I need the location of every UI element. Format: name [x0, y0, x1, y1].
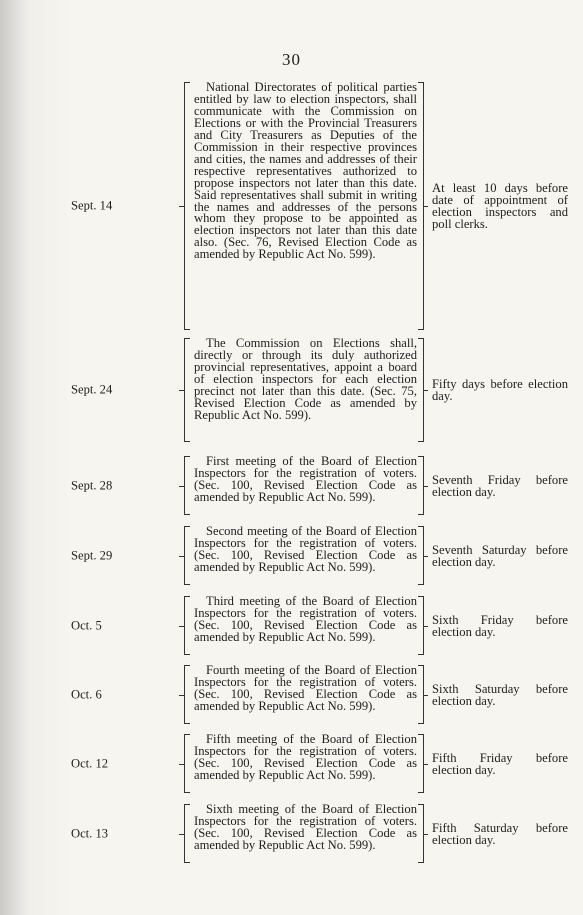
schedule-entry: [0, 452, 583, 519]
right-brace: [418, 592, 428, 659]
entry-timing: Sixth Saturday before election day.: [432, 681, 568, 708]
entry-timing: Sixth Friday before election day.: [432, 612, 568, 639]
entry-timing: Seventh Saturday before election day.: [432, 542, 568, 569]
left-brace: [180, 452, 190, 519]
entry-date: Sept. 24: [71, 382, 113, 397]
entry-timing: Seventh Friday before election day.: [432, 472, 568, 499]
entry-date: Sept. 28: [71, 478, 113, 492]
entry-timing: Fifth Friday before election day.: [432, 750, 568, 777]
entry-description: Fifth meeting of the Board of Election Inspectors for the registration of voters. (Sec. 100, Revised Election Code as amended by Republic Act No. 599).: [194, 732, 417, 782]
entry-date: Oct. 12: [71, 756, 109, 770]
entry-description: First meeting of the Board of Election Inspectors for the registration of voters. (Sec. 100, Revised Election Code as amended by Republic Act No. 599).: [194, 454, 417, 504]
left-brace: [180, 730, 190, 797]
right-brace: [418, 78, 428, 334]
left-brace: [180, 661, 190, 728]
schedule-entry: [0, 800, 583, 867]
schedule-entry: [0, 592, 583, 659]
left-brace: [180, 592, 190, 659]
right-brace: [418, 730, 428, 797]
right-brace: [418, 800, 428, 867]
right-brace: [418, 334, 428, 446]
entry-date: Oct. 6: [71, 687, 102, 701]
page-number: 30: [282, 50, 301, 69]
entry-date: Oct. 13: [71, 826, 109, 840]
schedule-entry: [0, 661, 583, 728]
entry-description: Fourth meeting of the Board of Election Inspectors for the registration of voters. (Sec. 100, Revised Election Code as amended by Republic Act No. 599).: [194, 663, 417, 713]
schedule-entry: [0, 334, 583, 446]
entry-date: Sept. 14: [71, 198, 113, 213]
entry-description: Third meeting of the Board of Election Inspectors for the registration of voters. (Sec. 100, Revised Election Code as amended by Republic Act No. 599).: [194, 594, 417, 644]
right-brace: [418, 661, 428, 728]
right-brace: [418, 452, 428, 519]
entry-timing: Fifth Saturday before election day.: [432, 820, 568, 847]
schedule-entry: [0, 522, 583, 589]
left-brace: [180, 800, 190, 867]
schedule-entry: [0, 730, 583, 797]
entry-description: Sixth meeting of the Board of Election Inspectors for the registration of voters. (Sec. 100, Revised Election Code as amended by Republic Act No. 599).: [194, 802, 417, 852]
left-brace: [180, 334, 190, 446]
entry-description: The Commission on Elections shall, directly or through its duly authorized provincial representatives, appoint a board of election inspectors for each election precinct not later than this date. (Sec. 75, Revised Election Code as amended by Republic Act No. 599).: [194, 336, 417, 422]
entry-timing: At least 10 days before date of appointment of election inspectors and poll clerks.: [432, 181, 568, 231]
right-brace: [418, 522, 428, 589]
entry-timing: Fifty days before election day.: [432, 377, 568, 403]
entry-date: Sept. 29: [71, 548, 113, 562]
entry-date: Oct. 5: [71, 618, 102, 632]
entry-description: National Directorates of political parties entitled by law to election inspectors, shall communicate with the Commission on Elections or with the Provincial Treasurers and City Treasurers as Deputies of the Commission in their respective provinces and cities, the names and addresses of their respective representatives authorized to propose inspectors not later than this date. Said representatives shall submit in writing the names and addresses of the persons whom they propose to be appointed as election inspectors not later than this date also. (Sec. 76, Revised Election Code as amended by Republic Act No. 599).: [194, 80, 417, 262]
schedule-entry: [0, 78, 583, 334]
entry-description: Second meeting of the Board of Election Inspectors for the registration of voters. (Sec. 100, Revised Election Code as amended by Republic Act No. 599).: [194, 524, 417, 574]
left-brace: [180, 522, 190, 589]
left-brace: [180, 78, 190, 334]
